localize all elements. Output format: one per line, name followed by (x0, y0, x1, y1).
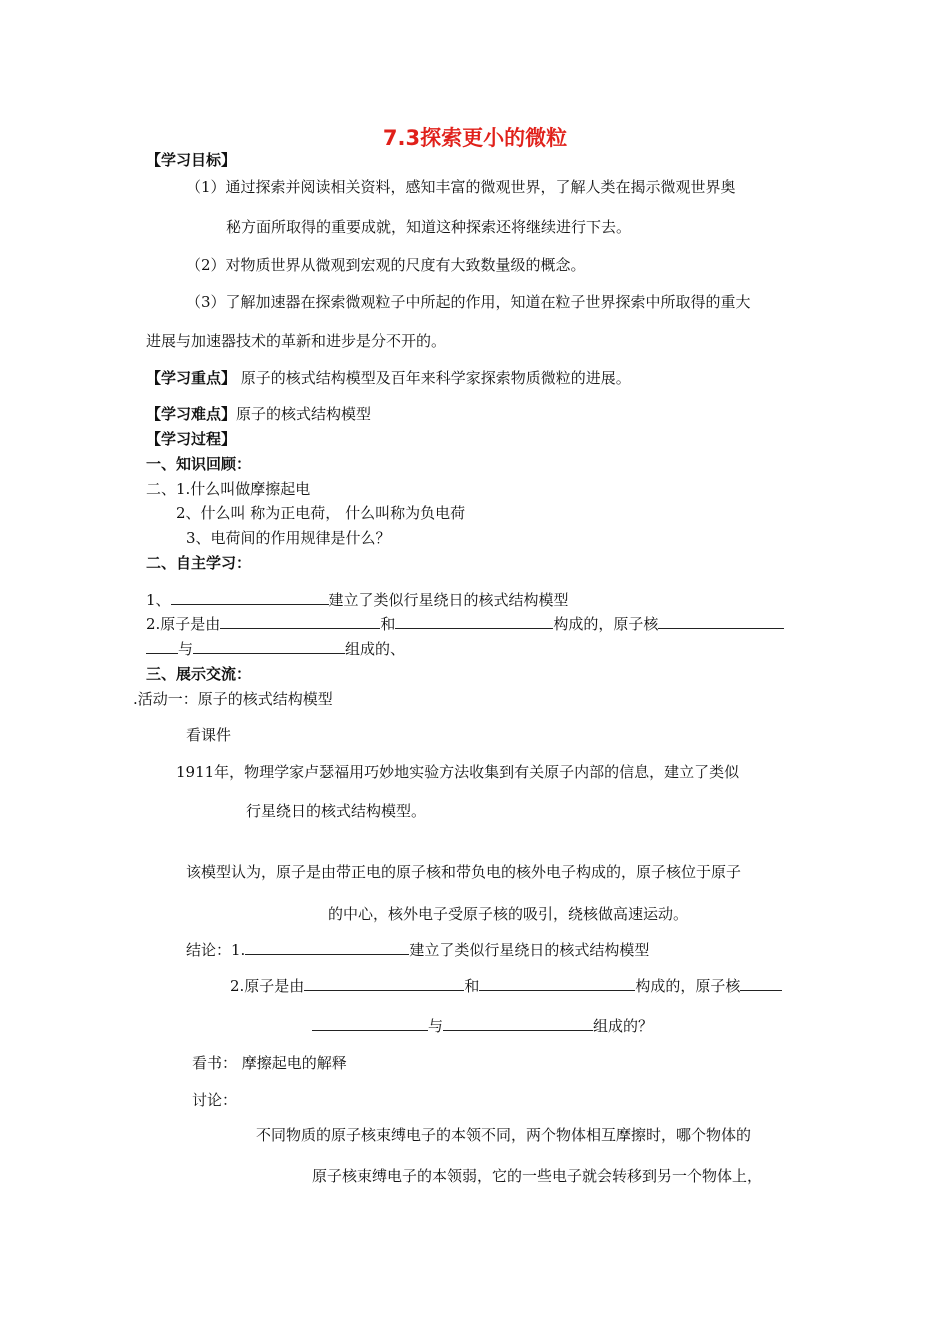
objective-3-line-2: 进展与加速器技术的革新和进步是分不开的。 (146, 332, 447, 350)
conclusion-line-1 (186, 940, 649, 960)
objective-2: （2）对物质世界从微观到宏观的尺度有大致数量级的概念。 (186, 256, 586, 274)
fill-blank[interactable] (193, 639, 345, 654)
discuss-label: 讨论： (192, 1091, 238, 1109)
review-question-1: 二、1.什么叫做摩擦起电 (146, 480, 311, 498)
objective-1-line-1: （1）通过探索并阅读相关资料，感知丰富的微观世界，了解人类在揭示微观世界奥 (186, 178, 736, 196)
difficulty-label: 【学习难点】 (146, 405, 237, 423)
fill-blank[interactable] (443, 1016, 593, 1031)
fill-blank[interactable] (245, 940, 409, 955)
fill-mid: 和 (380, 615, 396, 633)
fill-blank[interactable] (220, 614, 380, 629)
fill-prefix: 2.原子是由 (146, 615, 221, 633)
fill-suffix: 建立了类似行星绕日的核式结构模型 (409, 941, 650, 959)
discussion-line-1: 不同物质的原子核束缚电子的本领不同，两个物体相互摩擦时，哪个物体的 (256, 1126, 752, 1144)
exchange-heading: 三、展示交流： (146, 665, 252, 683)
activity-title: .活动一：原子的核式结构模型 (133, 690, 333, 708)
self-study-heading: 二、自主学习： (146, 554, 252, 572)
key-point-label: 【学习重点】 (146, 369, 237, 387)
fill-blank[interactable] (395, 614, 553, 629)
fill-suffix: 组成的、 (345, 640, 406, 658)
objective-3-line-1: （3）了解加速器在探索微观粒子中所起的作用，知道在粒子世界探索中所取得的重大 (186, 293, 751, 311)
key-point-text: 原子的核式结构模型及百年来科学家探索物质微粒的进展。 (236, 369, 631, 387)
paragraph-1-line-1: 1911年，物理学家卢瑟福用巧妙地实验方法收集到有关原子内部的信息，建立了类似 (176, 763, 740, 781)
fill-blank[interactable] (171, 590, 329, 605)
fill-blank[interactable] (304, 976, 464, 991)
review-question-3: 3、电荷间的作用规律是什么？ (186, 529, 391, 547)
fill-mid: 和 (464, 977, 480, 995)
fill-suffix: 建立了类似行星绕日的核式结构模型 (328, 591, 569, 609)
fill-mid: 与 (428, 1017, 444, 1035)
paragraph-2-line-2: 的中心，核外电子受原子核的吸引，绕核做高速运动。 (328, 905, 689, 923)
fill-suffix: 组成的？ (593, 1017, 654, 1035)
review-question-2: 2、什么叫 称为正电荷， 什么叫称为负电荷 (176, 504, 466, 522)
review-heading: 一、知识回顾： (146, 455, 252, 473)
fill-prefix: 2.原子是由 (230, 977, 305, 995)
objectives-heading: 【学习目标】 (146, 151, 237, 169)
conclusion-line-3 (312, 1016, 653, 1036)
fill-blank[interactable] (312, 1016, 428, 1031)
fill-blank[interactable] (479, 976, 635, 991)
difficulty-text: 原子的核式结构模型 (236, 405, 372, 423)
self-study-line-1 (146, 590, 569, 610)
key-point (146, 368, 631, 388)
discussion-line-2: 原子核束缚电子的本领弱，它的一些电子就会转移到另一个物体上， (312, 1167, 763, 1185)
conclusion-line-2 (230, 976, 782, 996)
fill-mid: 构成的，原子核 (553, 615, 659, 633)
fill-mid: 构成的，原子核 (635, 977, 741, 995)
paragraph-1-line-2: 行星绕日的核式结构模型。 (246, 802, 427, 820)
fill-prefix: 结论：1. (186, 941, 246, 959)
fill-mid: 与 (178, 640, 194, 658)
process-heading: 【学习过程】 (146, 430, 237, 448)
fill-blank[interactable] (658, 614, 784, 629)
courseware-label: 看课件 (186, 726, 232, 744)
fill-prefix: 1、 (146, 591, 171, 609)
self-study-line-2 (146, 614, 784, 634)
fill-blank[interactable] (740, 976, 782, 991)
page-title: 7.3探索更小的微粒 (382, 126, 568, 150)
difficulty (146, 404, 371, 424)
book-label: 看书： 摩擦起电的解释 (192, 1054, 347, 1072)
paragraph-2-line-1: 该模型认为，原子是由带正电的原子核和带负电的核外电子构成的，原子核位于原子 (186, 863, 742, 881)
fill-blank[interactable] (146, 639, 178, 654)
objective-1-line-2: 秘方面所取得的重要成就，知道这种探索还将继续进行下去。 (226, 218, 632, 236)
self-study-line-3 (146, 639, 405, 659)
